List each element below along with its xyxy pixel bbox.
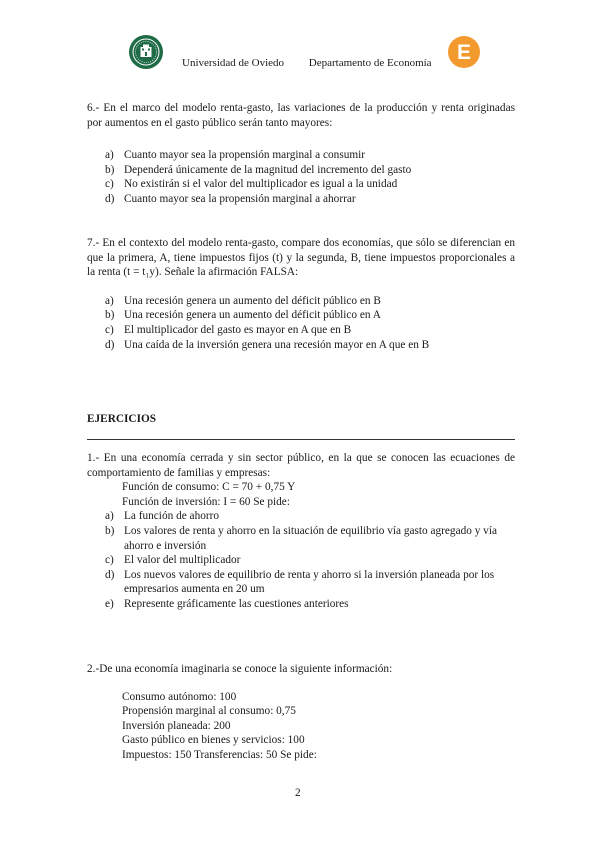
seal-icon	[131, 37, 161, 67]
exercise-1-text: 1.- En una economía cerrada y sin sector público, en la que se conocen las ecuaciones de comportamiento de familias y empresas:	[87, 452, 515, 479]
option-item: d) Una caída de la inversión genera una recesión mayor en A que en B	[105, 338, 430, 351]
exercise-2-text: 2.-De una economía imaginaria se conoce la siguiente información:	[87, 663, 393, 675]
option-item: d) Cuanto mayor sea la propensión marginal a ahorrar	[105, 192, 356, 205]
logo-letter: E	[456, 41, 472, 64]
consumption-function: Función de consumo: C = 70 + 0,75 Y	[122, 481, 296, 494]
question-7-text: 7.- En el contexto del modelo renta-gasto, compare dos economías, que sólo se diferencian en que la primera, A, tiene impuestos fijos (t) y la segunda, B, tiene impuestos proporcionales a la renta (t = t₁y). Señale la afirmación FALSA:	[87, 237, 515, 279]
data-line: Impuestos: 150 Transferencias: 50 Se pide:	[122, 748, 317, 761]
question-7	[87, 236, 515, 352]
question-6-text: 6.- En el marco del modelo renta-gasto, las variaciones de la producción y renta originadas por aumentos en el gasto público serán tanto mayores:	[87, 102, 515, 129]
option-item: a) Cuanto mayor sea la propensión marginal a consumir	[105, 149, 366, 162]
data-line: Propensión marginal al consumo: 0,75	[122, 705, 296, 718]
university-seal-logo	[129, 35, 163, 69]
page-header	[182, 57, 432, 69]
header-department: Departamento de Economía	[308, 57, 432, 69]
option-item: b) Dependerá únicamente de la magnitud del incremento del gasto	[105, 163, 412, 176]
part-item: b) Los valores de renta y ahorro en la situación de equilibrio vía gasto agregado y vía ahorro e inversión	[105, 524, 497, 552]
part-item: a) La función de ahorro	[105, 510, 220, 523]
option-item: c) El multiplicador del gasto es mayor en A que en B	[105, 323, 352, 336]
question-7-options	[87, 294, 515, 352]
exercise-1-parts	[87, 509, 515, 611]
option-item: a) Una recesión genera un aumento del déficit público en B	[105, 294, 381, 307]
section-divider	[87, 439, 515, 440]
data-line: Consumo autónomo: 100	[122, 690, 237, 703]
logo-e-icon	[448, 36, 480, 68]
option-item: c) No existirán si el valor del multiplicador es igual a la unidad	[105, 178, 398, 191]
part-item: e) Represente gráficamente las cuestiones anteriores	[105, 597, 349, 610]
economics-department-logo	[448, 36, 480, 68]
data-line: Inversión planeada: 200	[122, 719, 231, 732]
header-university: Universidad de Oviedo	[182, 57, 285, 69]
investment-function: Función de inversión: I = 60 Se pide:	[122, 495, 290, 508]
section-title-ejercicios: EJERCICIOS	[87, 413, 157, 425]
question-6	[87, 101, 515, 207]
question-6-options	[87, 148, 515, 206]
exercise-2	[87, 662, 515, 763]
data-line: Gasto público en bienes y servicios: 100	[122, 734, 305, 747]
exercise-2-data	[87, 690, 515, 763]
option-item: b) Una recesión genera un aumento del déficit público en A	[105, 309, 381, 322]
part-item: c) El valor del multiplicador	[105, 554, 241, 567]
exercise-1	[87, 451, 515, 612]
page-number: 2	[295, 787, 301, 799]
part-item: d) Los nuevos valores de equilibrio de renta y ahorro si la inversión planeada por los empresarios aumenta en 20 um	[105, 568, 495, 596]
